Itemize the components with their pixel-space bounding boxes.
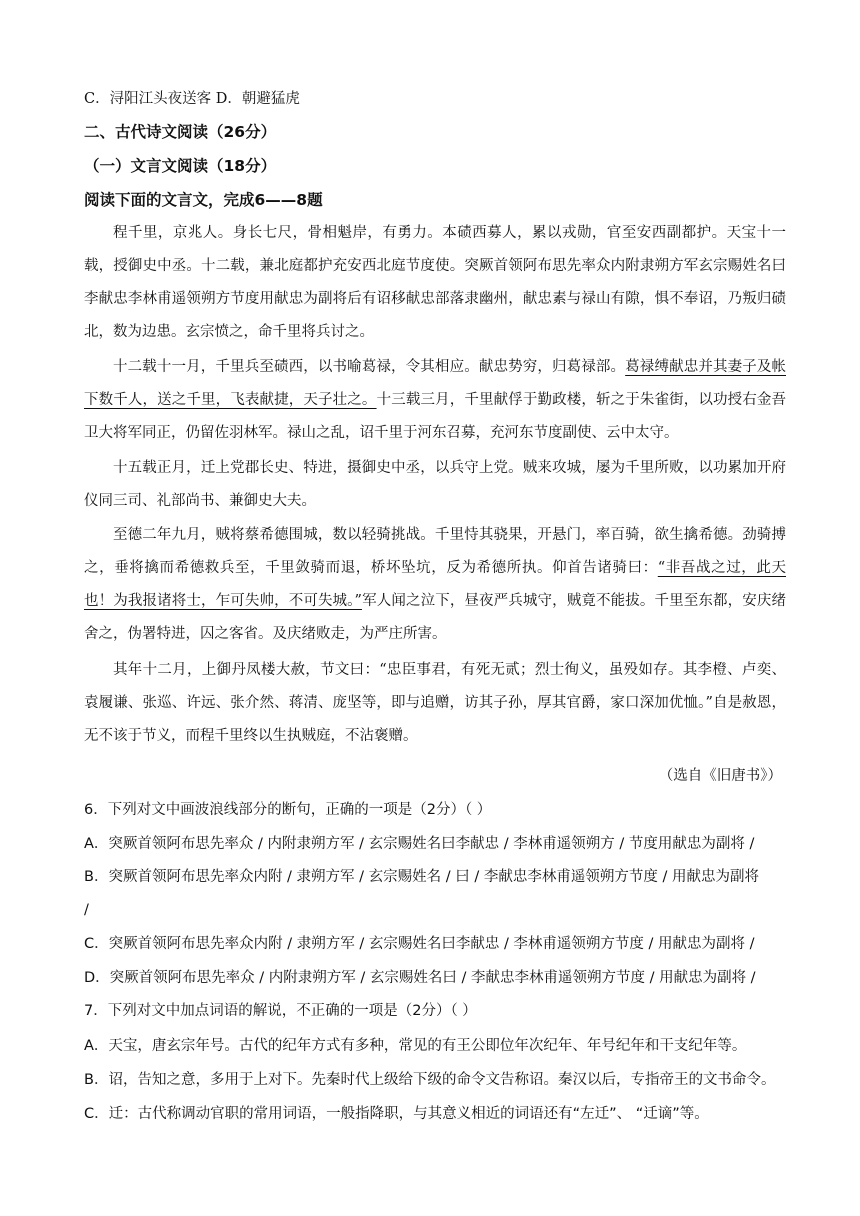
passage-text: 军人闻之泣下，昼夜严兵城守，贼竟不能拔。千里至东都，安庆绪舍之，伪署特进，囚之客省。及庆绪败走，为严庄所害。 — [84, 593, 786, 642]
section-heading: 二、古代诗文阅读（26分） — [84, 123, 277, 141]
passage-text: 十二载十一月，千里兵至碛西，以书喻葛禄，令其相应。献忠势穷，归葛禄部。 — [113, 359, 626, 375]
passage-paragraph-2 — [84, 351, 786, 450]
question-7-option-b: B．诏，告知之意，多用于上对下。先秦时代上级给下级的命令文告称诏。秦汉以后，专指帝王的文书命令。 — [84, 1072, 776, 1088]
passage-text: 至德二年九月，贼将蔡希德围城，数以轻骑挑战。千里恃其骁果，开悬门，率百骑，欲生擒希德。劲骑搏之，垂将擒而希德救兵至，千里敛骑而退，桥坏坠坑，反为希德所执。仰首告诸骑曰： — [84, 527, 786, 576]
underlined-quote: “非吾战之过，此天也！为我报诸将士，乍可失帅，不可失城。” — [84, 560, 786, 609]
passage-source: （选自《旧唐书》） — [658, 768, 782, 784]
question-6-stem: 6．下列对文中画波浪线部分的断句，正确的一项是（2分）（ ） — [84, 802, 492, 818]
question-6-option-b-continued: / — [84, 902, 89, 918]
question-6-option-c: C．突厥首领阿布思先率众内附 / 隶朔方军 / 玄宗赐姓名曰李献忠 / 李林甫遥领朔方节度 / 用献忠为副将 / — [84, 936, 755, 952]
question-7-option-c: C．迁：古代称调动官职的常用词语，一般指降职，与其意义相近的词语还有“左迁”、 “迁谪”等。 — [84, 1106, 709, 1122]
passage-text: 十三载三月，千里献俘于勤政楼，斩之于朱雀街，以功授右金吾卫大将军同正，仍留佐羽林军。禄山之乱，诏千里于河东召募，充河东节度副使、云中太守。 — [84, 392, 787, 441]
previous-question-options: C．浔阳江头夜送客 D．朝避猛虎 — [84, 91, 300, 107]
passage-paragraph-5: 其年十二月，上御丹凤楼大赦，节文曰：“忠臣事君，有死无贰；烈士徇义，虽殁如存。其李橙、卢奕、袁履谦、张巡、许远、张介然、蒋清、庞坚等，即与追赠，访其子孙，厚其官爵，家口深加优恤。”自是赦恩，无不该于节义，而程千里终以生执贼庭，不沾褒赠。 — [84, 662, 786, 744]
question-6-option-a: A．突厥首领阿布思先率众 / 内附隶朔方军 / 玄宗赐姓名曰李献忠 / 李林甫遥领朔方 / 节度用献忠为副将 / — [84, 836, 755, 852]
passage-paragraph-4 — [84, 519, 786, 651]
passage-paragraph-3: 十五载正月，迁上党郡长史、特进，摄御史中丞，以兵守上党。贼来攻城，屡为千里所败，以功累加开府仪同三司、礼部尚书、兼御史大夫。 — [84, 460, 786, 509]
question-7-stem: 7．下列对文中加点词语的解说，不正确的一项是（2分）（ ） — [84, 1003, 477, 1019]
reading-instruction: 阅读下面的文言文，完成6——8题 — [84, 191, 323, 209]
subsection-heading: （一）文言文阅读（18分） — [84, 157, 277, 175]
passage-paragraph-1: 程千里，京兆人。身长七尺，骨相魁岸，有勇力。本碛西募人，累以戎勋，官至安西副都护。天宝十一载，授御史中丞。十二载，兼北庭都护充安西北庭节度使。突厥首领阿布思先率众内附隶朔方军玄宗赐姓名曰李献忠李林甫遥领朔方节度用献忠为副将后有诏移献忠部落隶幽州，献忠素与禄山有隙，惧不奉诏，乃叛归碛北，数为边患。玄宗愤之，命千里将兵讨之。 — [84, 225, 786, 340]
question-6-option-d: D．突厥首领阿布思先率众 / 内附隶朔方军 / 玄宗赐姓名曰 / 李献忠李林甫遥领朔方节度 / 用献忠为副将 / — [84, 970, 756, 986]
question-7-option-a: A．天宝，唐玄宗年号。古代的纪年方式有多种，常见的有王公即位年次纪年、年号纪年和干支纪年等。 — [84, 1038, 747, 1054]
underlined-sentence: 葛禄缚献忠并其妻子及帐下数千人，送之千里，飞表献捷，天子壮之。 — [84, 359, 787, 408]
question-6-option-b: B．突厥首领阿布思先率众内附 / 隶朔方军 / 玄宗赐姓名 / 曰 / 李献忠李林甫遥领朔方节度 / 用献忠为副将 — [84, 869, 759, 885]
